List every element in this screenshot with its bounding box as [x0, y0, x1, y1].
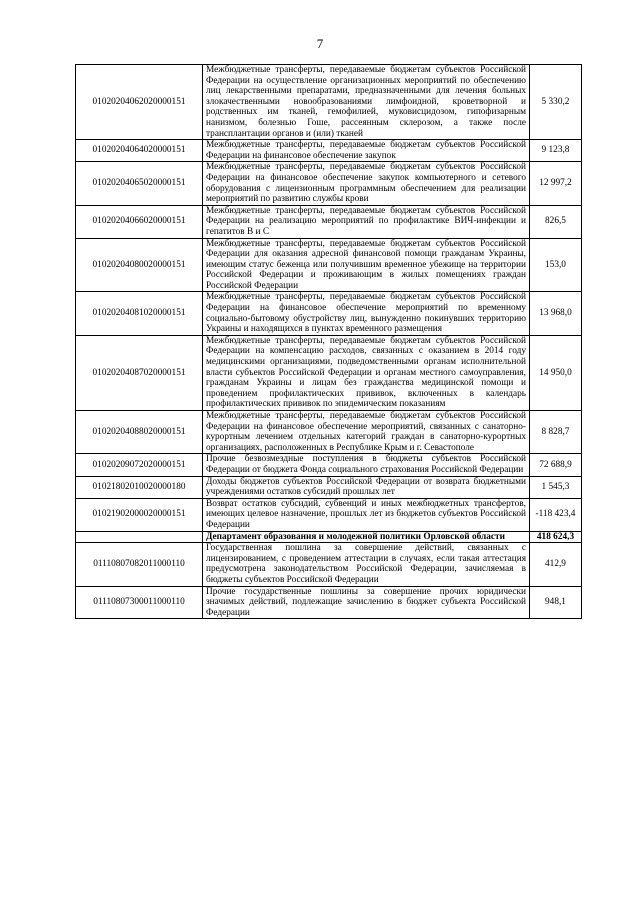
table-row — [76, 543, 582, 586]
budget-code-cell: 01020204081020000151 — [76, 292, 203, 335]
description-cell: Межбюджетные трансферты, передаваемые бюджетам субъектов Российской Федерации на финансовое обеспечение закупок — [203, 140, 530, 162]
amount-cell: 826,5 — [530, 205, 582, 238]
budget-code-cell: 01020204064020000151 — [76, 140, 203, 162]
description-cell: Межбюджетные трансферты, передаваемые бюджетам субъектов Российской Федерации на финансовое обеспечение мероприятий, связанных с санаторно-курортным лечением отдельных категорий граждан в санаторно-курортных организациях, расположенных в Республике Крым и г. Севастополе — [203, 411, 530, 454]
budget-revenue-table — [75, 64, 582, 619]
department-header-row — [76, 531, 582, 543]
description-cell: Прочие безвозмездные поступления в бюджеты субъектов Российской Федерации от бюджета Фонда социального страхования Российской Федерации — [203, 454, 530, 476]
table-row — [76, 411, 582, 454]
table-row — [76, 454, 582, 476]
department-name-cell: Департамент образования и молодежной политики Орловской области — [203, 531, 530, 543]
description-cell: Государственная пошлина за совершение действий, связанных с лицензированием, с проведением аттестации в случаях, если такая аттестация предусмотрена законодательством Российской Федерации, зачисляемая в бюджеты субъектов Российской Федерации — [203, 543, 530, 586]
amount-cell: 13 968,0 — [530, 292, 582, 335]
amount-cell: 1 545,3 — [530, 476, 582, 498]
description-cell: Межбюджетные трансферты, передаваемые бюджетам субъектов Российской Федерации на финансовое обеспечение мероприятий по временному социально-бытовому обустройству лиц, вынужденно покинувших территорию Украины и находящихся в пунктах временного размещения — [203, 292, 530, 335]
budget-code-cell: 01020204080020000151 — [76, 238, 203, 292]
budget-code-cell: 01020209072020000151 — [76, 454, 203, 476]
description-cell: Доходы бюджетов субъектов Российской Федерации от возврата бюджетными учреждениями остатков субсидий прошлых лет — [203, 476, 530, 498]
budget-code-cell: 01021802010020000180 — [76, 476, 203, 498]
table-row — [76, 292, 582, 335]
amount-cell: 153,0 — [530, 238, 582, 292]
table-row — [76, 205, 582, 238]
budget-code-cell: 01020204066020000151 — [76, 205, 203, 238]
budget-code-cell: 01020204062020000151 — [76, 65, 203, 140]
table-row — [76, 586, 582, 619]
table-row — [76, 476, 582, 498]
department-total-cell: 418 624,3 — [530, 531, 582, 543]
description-cell: Межбюджетные трансферты, передаваемые бюджетам субъектов Российской Федерации на осуществление организационных мероприятий по обеспечению лиц лекарственными препаратами, предназначенными для лечения больных злокачественными новообразованиями лимфоидной, кроветворной и родственных им тканей, гемофилией, муковисцидозом, гипофизарным нанизмом, болезнью Гоше, рассеянным склерозом, а также после трансплантации органов и (или) тканей — [203, 65, 530, 140]
amount-cell: 8 828,7 — [530, 411, 582, 454]
amount-cell: 412,9 — [530, 543, 582, 586]
amount-cell: 9 123,8 — [530, 140, 582, 162]
description-cell: Межбюджетные трансферты, передаваемые бюджетам субъектов Российской Федерации на финансовое обеспечение закупок компьютерного и сетевого оборудования с лицензионным программным обеспечением для реализации мероприятий по развитию службы крови — [203, 162, 530, 205]
description-cell: Межбюджетные трансферты, передаваемые бюджетам субъектов Российской Федерации на компенсацию расходов, связанных с оказанием в 2014 году медицинскими организациями, подведомственными органам исполнительной власти субъектов Российской Федерации и органам местного самоуправления, гражданам Украины и лицам без гражданства медицинской помощи и проведением профилактических прививок, включенных в календарь профилактических прививок по эпидемическим показаниям — [203, 335, 530, 410]
amount-cell: 12 997,2 — [530, 162, 582, 205]
table-row — [76, 162, 582, 205]
description-cell: Возврат остатков субсидий, субвенций и иных межбюджетных трансфертов, имеющих целевое назначение, прошлых лет из бюджетов субъектов Российской Федерации — [203, 498, 530, 531]
description-cell: Межбюджетные трансферты, передаваемые бюджетам субъектов Российской Федерации для оказания адресной финансовой помощи гражданам Украины, имеющим статус беженца или получившим временное убежище на территории Российской Федерации и проживающим в жилых помещениях граждан Российской Федерации — [203, 238, 530, 292]
amount-cell: 5 330,2 — [530, 65, 582, 140]
amount-cell: 948,1 — [530, 586, 582, 619]
description-cell: Прочие государственные пошлины за совершение прочих юридически значимых действий, подлежащие зачислению в бюджет субъекта Российской Федерации — [203, 586, 530, 619]
budget-code-cell: 01020204088020000151 — [76, 411, 203, 454]
budget-code-cell: 01110807300011000110 — [76, 586, 203, 619]
table-row — [76, 335, 582, 410]
table-row — [76, 65, 582, 140]
budget-code-cell: 01110807082011000110 — [76, 543, 203, 586]
page-number: 7 — [316, 36, 324, 51]
amount-cell: -118 423,4 — [530, 498, 582, 531]
budget-code-cell: 01021902000020000151 — [76, 498, 203, 531]
amount-cell: 72 688,9 — [530, 454, 582, 476]
table-row — [76, 140, 582, 162]
amount-cell: 14 950,0 — [530, 335, 582, 410]
budget-code-cell — [76, 531, 203, 543]
description-cell: Межбюджетные трансферты, передаваемые бюджетам субъектов Российской Федерации на реализацию мероприятий по профилактике ВИЧ-инфекции и гепатитов В и С — [203, 205, 530, 238]
budget-code-cell: 01020204065020000151 — [76, 162, 203, 205]
table-row — [76, 238, 582, 292]
budget-code-cell: 01020204087020000151 — [76, 335, 203, 410]
table-row — [76, 498, 582, 531]
